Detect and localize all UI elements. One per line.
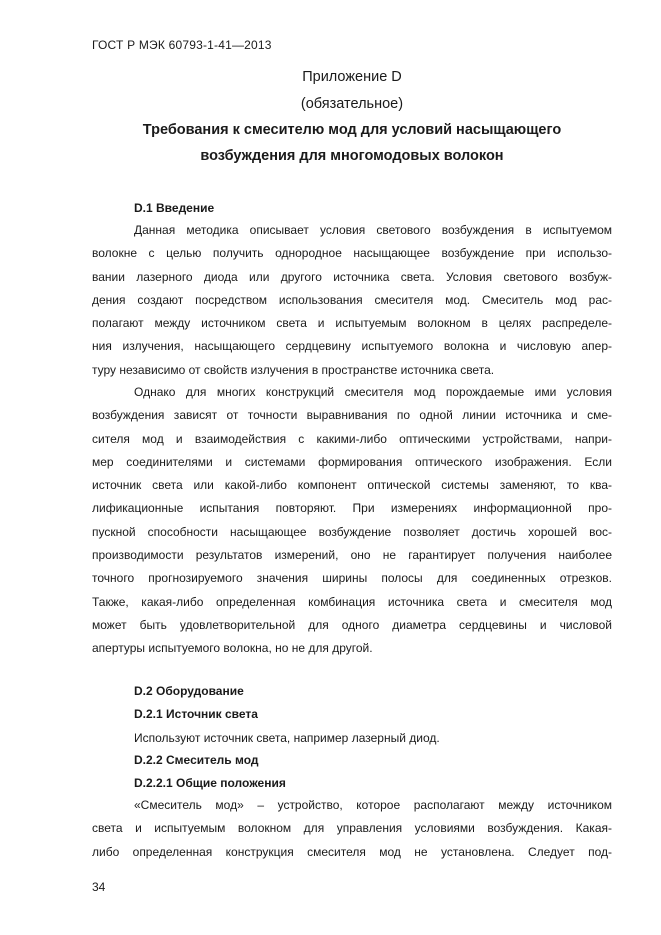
text-line: «Смеситель мод» – устройство, которое располагают между источником bbox=[134, 798, 612, 812]
text-line: Однако для многих конструкций смесителя мод порождаемые ими условия bbox=[134, 385, 612, 399]
text-line: дения создают посредством использования смесителя мод. Смеситель мод рас- bbox=[92, 292, 612, 307]
text-line: пускной способности насыщающее возбуждение позволяет достичь хорошей вос- bbox=[92, 524, 612, 539]
text-line: Также, какая-либо определенная комбинация источника света и смесителя мод bbox=[92, 594, 612, 609]
paragraph-d1-2 bbox=[92, 381, 612, 661]
text-line: источник света или какой-либо компонент оптической системы заменяют, то ква- bbox=[92, 478, 612, 493]
annex-title: Приложение D bbox=[302, 69, 402, 85]
section-d1-heading: D.1 Введение bbox=[134, 201, 215, 215]
section-d21-heading: D.2.1 Источник света bbox=[134, 707, 258, 721]
section-d221-heading: D.2.2.1 Общие положения bbox=[134, 776, 286, 790]
section-d2-heading: D.2 Оборудование bbox=[134, 684, 244, 698]
text-line: сителя мод и взаимодействия с какими-либо оптическими устройствами, напри- bbox=[92, 431, 612, 446]
text-line: света и испытуемым волокном для управления условиями возбуждения. Какая- bbox=[92, 821, 612, 836]
paragraph-d221 bbox=[92, 794, 612, 864]
text-line: полагают между источником света и испытуемым волокном в целях распределе- bbox=[92, 316, 612, 331]
text-line: волокне с целью получить однородное насыщающее возбуждение при использо- bbox=[92, 246, 612, 261]
section-d22-heading: D.2.2 Смеситель мод bbox=[134, 753, 259, 767]
text-line: лификационные испытания повторяют. При измерениях информационной про- bbox=[92, 501, 612, 516]
annex-status: (обязательное) bbox=[300, 96, 404, 112]
text-line: либо определенная конструкция смесителя мод не установлена. Следует под- bbox=[92, 844, 612, 859]
paragraph-d1-1 bbox=[92, 219, 612, 382]
section-d21-text: Используют источник света, например лазерный диод. bbox=[134, 731, 440, 745]
document-header: ГОСТ Р МЭК 60793-1-41—2013 bbox=[92, 38, 272, 52]
page-number: 34 bbox=[92, 880, 106, 894]
annex-heading-line-1: Требования к смесителю мод для условий насыщающего bbox=[142, 122, 562, 138]
text-line: точного прогнозируемого значения ширины полосы для соединенных отрезков. bbox=[92, 571, 612, 586]
text-line: ния излучения, насыщающего сердцевину испытуемого волокна и числовую апер- bbox=[92, 339, 612, 354]
text-line: возбуждения зависят от точности выравнивания по одной линии источника и сме- bbox=[92, 408, 612, 423]
text-line: мер соединителями и системами формирования оптического изображения. Если bbox=[92, 454, 612, 469]
text-line: вании лазерного диода или другого источника света. Условия светового возбуж- bbox=[92, 269, 612, 284]
text-line: Данная методика описывает условия светового возбуждения в испытуемом bbox=[134, 223, 612, 237]
text-line: апертуры испытуемого волокна, но не для другой. bbox=[92, 641, 373, 656]
text-line: производимости результатов измерений, оно не гарантирует получения наиболее bbox=[92, 548, 612, 563]
annex-heading-line-2: возбуждения для многомодовых волокон bbox=[200, 148, 504, 164]
text-line: может быть удовлетворительной для одного диаметра сердцевины и числовой bbox=[92, 617, 612, 632]
text-line: туру независимо от свойств излучения в пространстве источника света. bbox=[92, 362, 495, 377]
